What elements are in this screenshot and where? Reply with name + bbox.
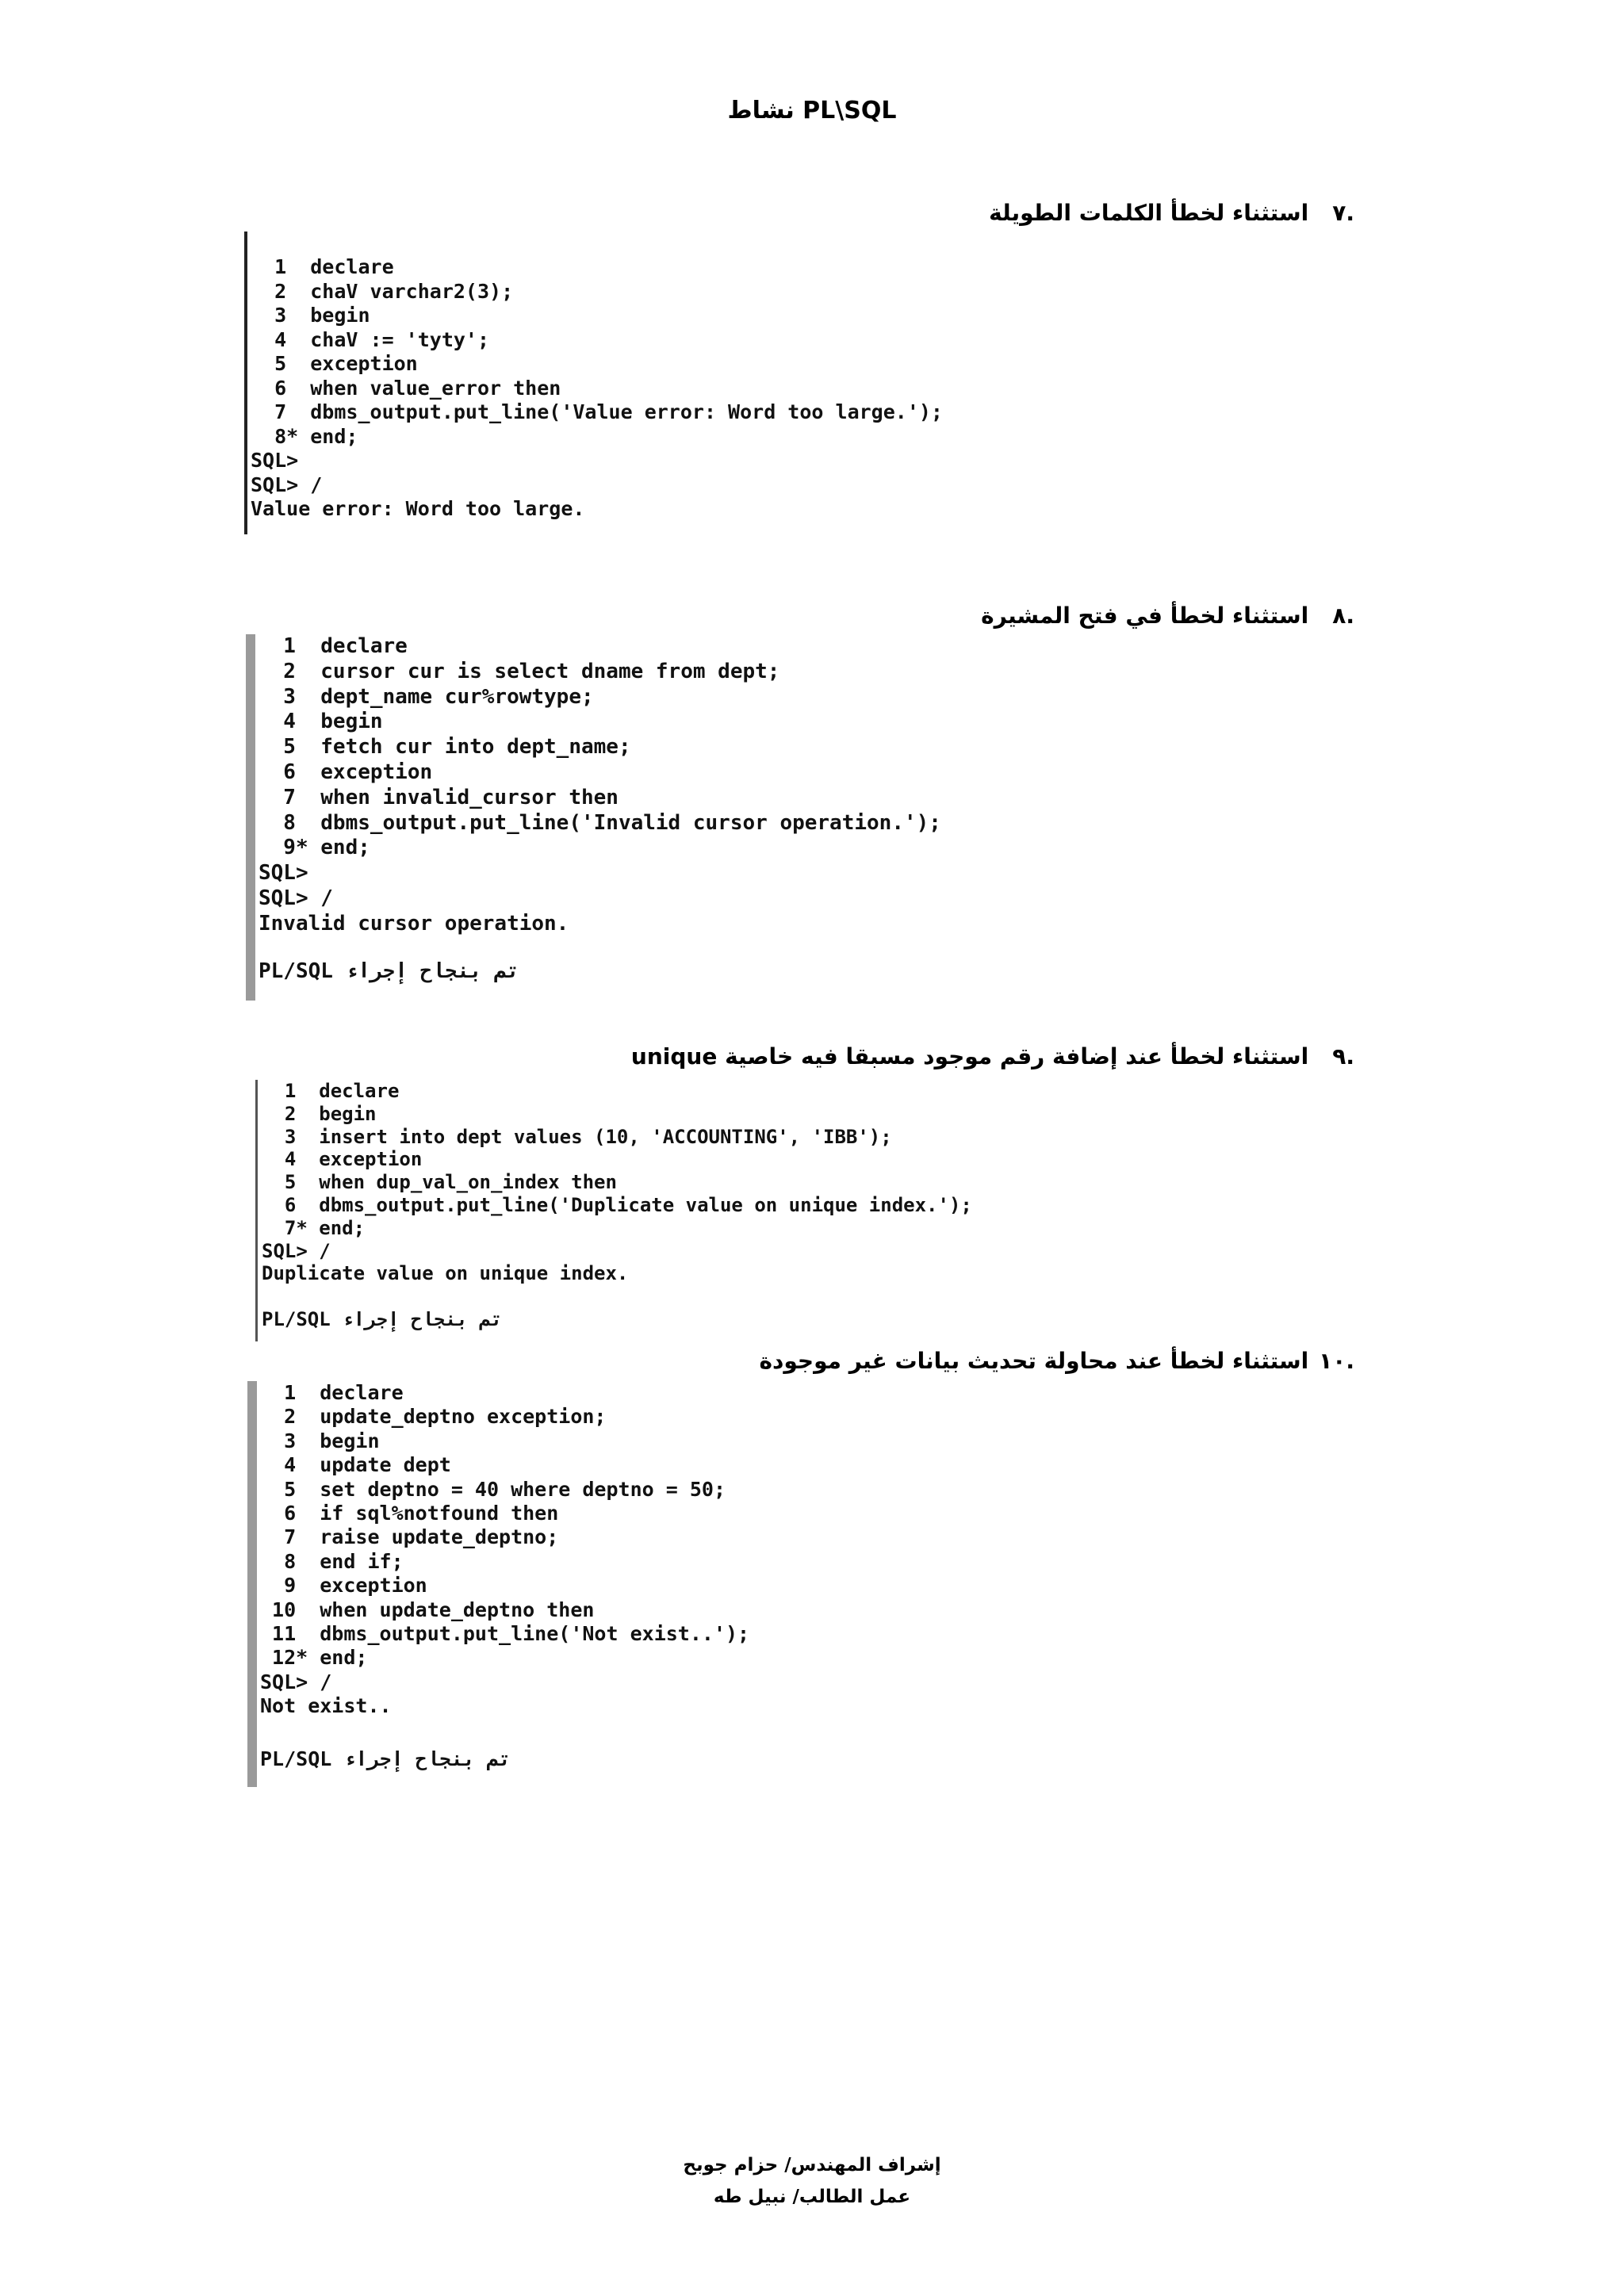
code-screenshot-8 [246,634,1023,1001]
section-number: .٨ [1332,603,1354,629]
section-number: .٧ [1332,200,1354,226]
section-heading-10 [759,1348,1354,1374]
screenshot-border [247,1381,257,1787]
section-heading-7 [989,200,1354,226]
code-screenshot-10 [247,1381,1025,1787]
status-line: PL/SQL تم بنجاح إجراء [259,959,519,983]
code-screenshot-7 [244,232,1021,534]
section-heading-text: استثناء لخطأ في فتح المشيرة [981,603,1309,629]
screenshot-border [246,634,255,1001]
footer-student: عمل الطالب/ نبيل طه [713,2187,911,2207]
footer-supervisor: إشراف المهندس/ حزام جوبح [683,2155,941,2175]
code-block: 1 declare 2 chaV varchar2(3); 3 begin 4 chaV := 'tyty'; 5 exception 6 when value_error then 7 dbms_output.put_line('Value error: Word too large.'); 8* end; SQL> SQL> / Value error: Word too large. [251,255,943,520]
section-number: .١٠ [1319,1348,1354,1374]
screenshot-border [255,1080,258,1341]
status-line: PL/SQL تم بنجاح إجراء [262,1308,503,1330]
section-number: .٩ [1332,1043,1354,1070]
section-heading-9 [631,1043,1354,1070]
page-title: نشاط PL\SQL [727,97,897,124]
section-heading-text: استثناء لخطأ عند إضافة رقم موجود مسبقا فيه خاصية unique [630,1043,1309,1070]
code-screenshot-9 [255,1080,1032,1341]
status-line: PL/SQL تم بنجاح إجراء [260,1747,511,1770]
code-block: 1 declare 2 cursor cur is select dname from dept; 3 dept_name cur%rowtype; 4 begin 5 fetch cur into dept_name; 6 exception 7 when invalid_cursor then 8 dbms_output.put_line('Invalid cursor operation.'); 9* end; SQL> SQL> / Invalid cursor operation. [259,634,941,936]
screenshot-border [244,232,247,534]
section-heading-text: استثناء لخطأ الكلمات الطويلة [989,200,1309,226]
section-heading-text: استثناء لخطأ عند محاولة تحديث بيانات غير موجودة [759,1348,1309,1374]
code-block: 1 declare 2 update_deptno exception; 3 begin 4 update dept 5 set deptno = 40 where deptno = 50; 6 if sql%notfound then 7 raise update_deptno; 8 end if; 9 exception 10 when update_deptno then 11 dbms_output.put_line('Not exist..'); 12* end; SQL> / Not exist.. [260,1381,750,1718]
code-block: 1 declare 2 begin 3 insert into dept values (10, 'ACCOUNTING', 'IBB'); 4 exception 5 when dup_val_on_index then 6 dbms_output.put_line('Duplicate value on unique index.'); 7* end; SQL> / Duplicate value on unique index. [262,1080,972,1285]
section-heading-8 [981,603,1354,629]
